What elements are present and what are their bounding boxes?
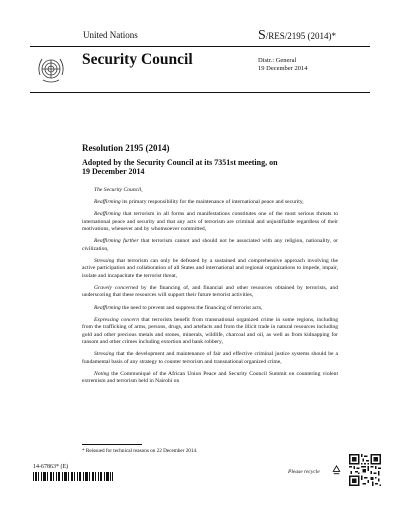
preamble-paragraph: [82, 285, 338, 300]
paragraph-text: that terrorism in all forms and manifestations constitutes one of the most serious threats to international peace and security and that any acts of terrorism are criminal and unjustifiable regardless of their motivations, whenever and by whomsoever committed,: [82, 211, 338, 233]
paragraph-text: that the development and maintenance of fair and effective criminal justice systems should be a fundamental basis of any strategy to counter terrorism and transnational organized crime,: [82, 351, 338, 365]
paragraph-text: that terrorists benefit from transnational organized crime in some regions, including from the trafficking of arms, persons, drugs, and artefacts and from the illicit trade in natural resources including gold and other precious metals and stones, minerals, wildlife, charcoal and oil, as well as from kidnapping for ransom and other crimes including extortion and bank robbery,: [82, 316, 338, 346]
adoption-statement: Adopted by the Security Council at its 7351st meeting, on 19 December 2014: [82, 158, 278, 176]
header-rule-bottom: [30, 92, 370, 93]
paragraph-lead: Gravely concerned: [94, 285, 139, 292]
paragraph-text: the need to prevent and suppress the financing of terrorist acts,: [120, 304, 263, 311]
paragraph-lead: Reaffirming: [94, 211, 121, 218]
header-rule-top: [30, 46, 370, 47]
preamble-paragraph: [82, 199, 338, 206]
please-recycle-label: Please recycle: [288, 469, 320, 475]
footnote: * Reissued for technical reasons on 22 December 2014.: [82, 448, 198, 454]
symbol-prefix: S: [258, 28, 266, 43]
qr-code-icon: [349, 454, 381, 486]
job-number: 14-67863* (E): [33, 464, 69, 470]
paragraph-text: that terrorism can only be defeated by a sustained and comprehensive approach involving the active participation and collaboration of all States and international and regional organizations to impede, impair, isolate and incapacitate the terrorist threat,: [82, 258, 338, 279]
paragraph-lead: Stressing: [94, 258, 115, 265]
resolution-title: Resolution 2195 (2014): [82, 143, 170, 153]
paragraph-text: by the financing of, and financial and other resources obtained by terrorists, and underscoring that these resources will support their future terrorist activities,: [82, 285, 338, 299]
un-emblem-icon: [34, 53, 68, 87]
recycle-icon: [331, 465, 342, 476]
paragraph-lead: The Security Council,: [94, 187, 143, 193]
paragraph-text: that terrorism cannot and should not be associated with any religion, nationality, or civilization,: [82, 238, 338, 252]
distribution-meta: [258, 57, 307, 73]
paragraph-lead: Stressing: [94, 351, 115, 358]
footnote-rule: [82, 444, 142, 445]
paragraph-lead: Reaffirming: [94, 304, 121, 311]
barcode-icon: [33, 472, 113, 481]
security-council-title: Security Council: [82, 51, 193, 68]
paragraph-lead: Expressing concern: [94, 316, 139, 323]
preamble-paragraph: [82, 187, 338, 194]
preamble-paragraph: [82, 211, 338, 233]
paragraph-text: its primary responsibility for the maintenance of international peace and security,: [120, 199, 304, 206]
preamble-paragraph: [82, 351, 338, 366]
paragraph-lead: Noting: [94, 370, 110, 377]
document-symbol: [258, 28, 336, 44]
preamble-paragraph: [82, 238, 338, 253]
preamble-paragraph: [82, 371, 338, 386]
symbol-rest: /RES/2195 (2014)*: [265, 31, 337, 41]
paragraph-lead: Reaffirming further: [94, 238, 139, 245]
document-date: 19 December 2014: [258, 65, 308, 72]
preamble-paragraph: [82, 305, 338, 312]
distribution-label: Distr.: General: [258, 57, 297, 64]
preamble-paragraph: [82, 317, 338, 347]
organization-name: United Nations: [83, 30, 138, 40]
paragraph-text: the Communiqué of the African Union Peace and Security Council Summit on countering violent extremism and terrorism held in Nairobi on: [82, 370, 338, 385]
preamble-paragraph: [82, 258, 338, 280]
resolution-body: [82, 187, 338, 391]
paragraph-lead: Reaffirming: [94, 199, 121, 206]
